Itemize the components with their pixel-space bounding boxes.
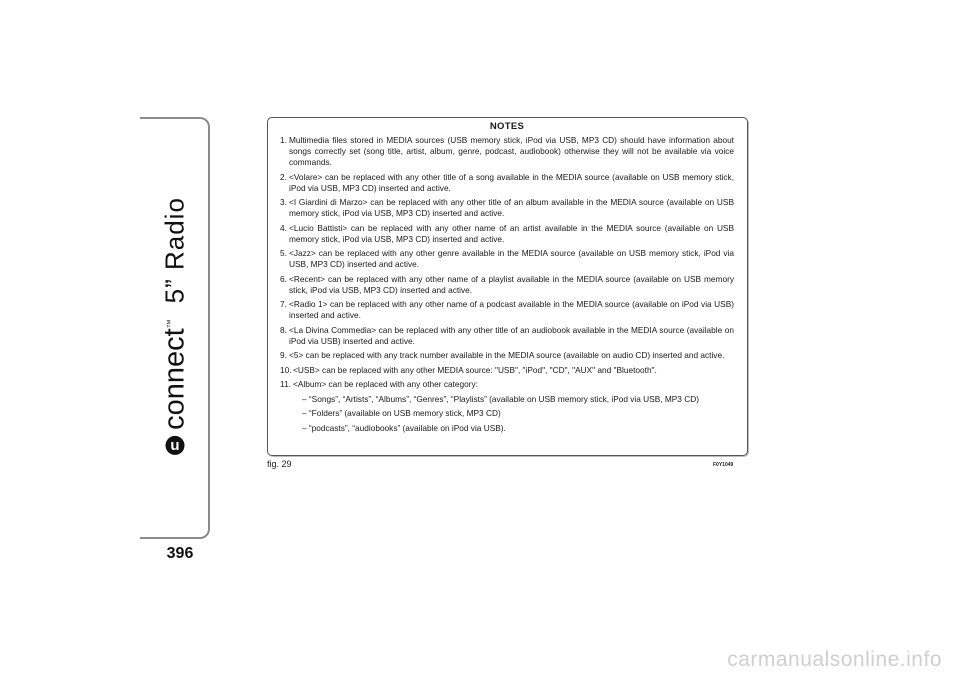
- notes-title: NOTES: [489, 121, 525, 132]
- note-text: <I Giardini di Marzo> can be replaced with any other title of an album available in the MEDIA source (available on USB memory stick, iPod via USB, MP3 CD) inserted and active.: [289, 197, 734, 218]
- note-item: 7. <Radio 1> can be replaced with any other name of a podcast available in the MEDIA source (available on iPod via USB) inserted and active.: [280, 299, 734, 320]
- note-subitem: – “Songs”, “Artists”, “Albums”, “Genres”, “Playlists” (available on USB memory stick, iPod via USB, MP3 CD): [302, 393, 699, 404]
- note-item: 11. <Album> can be replaced with any other category:: [280, 379, 734, 390]
- page-number: 396: [166, 545, 194, 562]
- uconnect-logo-icon: u: [166, 436, 185, 455]
- note-item: 3. <I Giardini di Marzo> can be replaced with any other title of an album available in the MEDIA source (available on USB memory stick, iPod via USB, MP3 CD) inserted and active.: [280, 197, 734, 218]
- figure-code: F0Y1049: [713, 462, 734, 468]
- note-text: <Album> can be replaced with any other category:: [293, 379, 478, 389]
- note-text: <Radio 1> can be replaced with any other name of a podcast available in the MEDIA source (available on iPod via USB) inserted and active.: [289, 299, 734, 320]
- note-text: Multimedia files stored in MEDIA sources (USB memory stick, iPod via USB, MP3 CD) should have information about songs correctly set (song title, artist, album, genre, podcast, audiobook) otherwise they will not be available via voice commands.: [289, 135, 734, 167]
- watermark: carmanualsonline.info: [727, 648, 942, 671]
- note-item: 5. <Jazz> can be replaced with any other genre available in the MEDIA source (available on USB memory stick, iPod via USB, MP3 CD) inserted and active.: [280, 248, 734, 269]
- note-subitem: – “Folders” (available on USB memory stick, MP3 CD): [302, 408, 501, 418]
- note-item: 6. <Recent> can be replaced with any other name of a playlist available in the MEDIA source (available on USB memory stick, iPod via USB, MP3 CD) inserted and active.: [280, 273, 734, 295]
- note-text: <5> can be replaced with any track number available in the MEDIA source (available on audio CD) inserted and active.: [289, 350, 725, 360]
- brand-name: connect™: [158, 319, 191, 430]
- note-text: <Volare> can be replaced with any other title of a song available in the MEDIA source (available on USB memory stick, iPod via USB, MP3 CD) inserted and active.: [289, 171, 734, 193]
- note-item: 4. <Lucio Battisti> can be replaced with any other name of an artist available in the MEDIA source (available on USB memory stick, iPod via USB, MP3 CD) inserted and active.: [280, 222, 734, 244]
- note-text: <La Divina Commedia> can be replaced with any other title of an audiobook available in the MEDIA source (available on iPod via USB) inserted and active.: [289, 324, 734, 346]
- notes-box: [267, 117, 748, 456]
- note-subitem: – “podcasts”, “audiobooks” (available on iPod via USB).: [302, 422, 506, 433]
- note-text: <Recent> can be replaced with any other name of a playlist available in the MEDIA source (available on USB memory stick, iPod via USB, MP3 CD) inserted and active.: [289, 273, 734, 295]
- note-item: 2. <Volare> can be replaced with any other title of a song available in the MEDIA source (available on USB memory stick, iPod via USB, MP3 CD) inserted and active.: [280, 171, 734, 193]
- note-text: <Jazz> can be replaced with any other genre available in the MEDIA source (available on USB memory stick, iPod via USB, MP3 CD) inserted and active.: [289, 248, 734, 269]
- section-title: [159, 197, 192, 455]
- section-name: 5” Radio: [159, 197, 190, 304]
- note-item: 8. <La Divina Commedia> can be replaced with any other title of an audiobook available in the MEDIA source (available on iPod via USB) inserted and active.: [280, 324, 734, 346]
- figure-label: fig. 29: [267, 459, 292, 469]
- note-item: 9. <5> can be replaced with any track number available in the MEDIA source (available on audio CD) inserted and active.: [280, 350, 734, 361]
- note-item: 10. <USB> can be replaced with any other MEDIA source: "USB", "iPod", "CD", "AUX" and "Bluetooth".: [280, 365, 734, 376]
- note-text: <Lucio Battisti> can be replaced with any other name of an artist available in the MEDIA source (available on USB memory stick, iPod via USB, MP3 CD) inserted and active.: [289, 222, 734, 244]
- note-text: <USB> can be replaced with any other MEDIA source: "USB", "iPod", "CD", "AUX" and "Bluetooth".: [293, 364, 657, 375]
- note-item: 1. Multimedia files stored in MEDIA sources (USB memory stick, iPod via USB, MP3 CD) should have information about songs correctly set (song title, artist, album, genre, podcast, audiobook) otherwise they will not be available via voice commands.: [280, 135, 734, 167]
- trademark-symbol: ™: [164, 319, 175, 329]
